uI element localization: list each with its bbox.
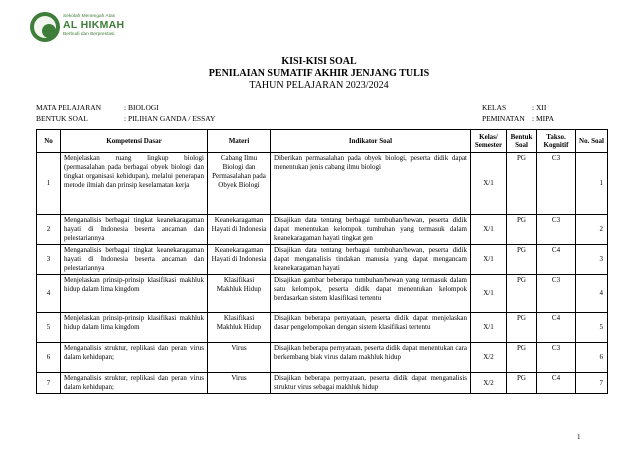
cell-materi: Virus — [208, 373, 271, 394]
cell-no: 4 — [37, 275, 61, 313]
cell-bentuk: PG — [507, 373, 537, 394]
cell-no-soal: 6 — [576, 343, 608, 373]
page-number: 1 — [577, 433, 581, 441]
kelas-value: : XII — [532, 103, 547, 112]
cell-no-soal: 2 — [576, 215, 608, 245]
cell-kelas: X/1 — [471, 215, 507, 245]
kelas-label: KELAS — [482, 103, 507, 112]
doc-year: TAHUN PELAJARAN 2023/2024 — [249, 80, 389, 91]
cell-kompetensi-dasar: Menganalisis struktur, replikasi dan peran virus dalam kehidupan; — [61, 373, 208, 394]
cell-bentuk: PG — [507, 343, 537, 373]
header-kompetensi-dasar: Kompetensi Dasar — [61, 130, 208, 153]
kisi-kisi-table — [36, 129, 608, 394]
cell-bentuk: PG — [507, 275, 537, 313]
cell-materi: Klasifikasi Makhluk Hidup — [208, 313, 271, 343]
cell-no: 5 — [37, 313, 61, 343]
cell-kelas: X/1 — [471, 313, 507, 343]
cell-takso: C4 — [537, 313, 576, 343]
cell-kelas: X/1 — [471, 245, 507, 275]
cell-no-soal: 5 — [576, 313, 608, 343]
cell-kompetensi-dasar: Menjelaskan prinsip-prinsip klasifikasi makhluk hidup dalam lima kingdom — [61, 313, 208, 343]
cell-no-soal: 7 — [576, 373, 608, 394]
table-row — [37, 313, 608, 343]
table-row — [37, 373, 608, 394]
cell-indikator: Disajikan beberapa pernyataan, peserta didik dapat menganalisis struktur virus sebagai makhluk hidup — [271, 373, 471, 394]
cell-materi: Virus — [208, 343, 271, 373]
cell-takso: C3 — [537, 275, 576, 313]
cell-materi: Keanekaragaman Hayati di Indonesia — [208, 245, 271, 275]
header-no-soal: No. Soal — [576, 130, 608, 153]
cell-kompetensi-dasar: Menganalisis berbagai tingkat keanekaragaman hayati di Indonesia beserta ancaman dan pelestariannya — [61, 245, 208, 275]
cell-indikator: Disajikan beberapa pernyataan, peserta didik dapat menentukan cara berkembang biak virus dalam makhluk hidup — [271, 343, 471, 373]
cell-bentuk: PG — [507, 313, 537, 343]
cell-bentuk: PG — [507, 245, 537, 275]
table-row — [37, 215, 608, 245]
peminatan-label: PEMINATAN — [482, 114, 525, 123]
cell-no: 1 — [37, 153, 61, 215]
table-row — [37, 153, 608, 215]
logo-tagline: Berbudi dan Berprestasi — [63, 32, 115, 37]
cell-no-soal: 4 — [576, 275, 608, 313]
table-row — [37, 343, 608, 373]
cell-kelas: X/2 — [471, 373, 507, 394]
cell-bentuk: PG — [507, 153, 537, 215]
cell-no: 3 — [37, 245, 61, 275]
cell-takso: C3 — [537, 153, 576, 215]
header-taksonomi-kognitif: Takso. Kognitif — [537, 130, 576, 153]
table-row — [37, 245, 608, 275]
cell-materi: Klasifikasi Makhluk Hidup — [208, 275, 271, 313]
cell-indikator: Disajikan beberapa pernyataan, peserta didik dapat menjelaskan dasar pengelompokan dengan sistem klasifikasi tertentu — [271, 313, 471, 343]
header-materi: Materi — [208, 130, 271, 153]
cell-kelas: X/1 — [471, 275, 507, 313]
cell-no: 2 — [37, 215, 61, 245]
cell-kompetensi-dasar: Menjelaskan prinsip-prinsip klasifikasi makhluk hidup dalam lima kingdom — [61, 275, 208, 313]
cell-indikator: Diberikan permasalahan pada obyek biologi, peserta didik dapat menentukan jenis cabang ilmu biologi — [271, 153, 471, 215]
bentuk-label: BENTUK SOAL — [36, 114, 88, 123]
mapel-value: : BIOLOGI — [124, 103, 159, 112]
cell-kelas: X/1 — [471, 153, 507, 215]
mapel-label: MATA PELAJARAN — [36, 103, 102, 112]
logo-name: AL HIKMAH — [63, 19, 125, 31]
peminatan-value: : MIPA — [532, 114, 555, 123]
cell-no-soal: 1 — [576, 153, 608, 215]
cell-takso: C3 — [537, 343, 576, 373]
school-logo — [30, 12, 160, 42]
cell-bentuk: PG — [507, 215, 537, 245]
header-no: No — [37, 130, 61, 153]
cell-no: 6 — [37, 343, 61, 373]
cell-indikator: Disajikan gambar beberapa tumbuhan/hewan yang termasuk dalam satu kelompok, peserta didik dapat menentukan kelompok berdasarkan sistem klasifikasi tertentu — [271, 275, 471, 313]
logo-emblem-icon — [30, 12, 60, 42]
table-row — [37, 275, 608, 313]
cell-kompetensi-dasar: Menganalisis berbagai tingkat keanekaragaman hayati di Indonesia beserta ancaman dan pelestariannya — [61, 215, 208, 245]
doc-title: KISI-KISI SOAL — [281, 56, 357, 67]
bentuk-value: : PILIHAN GANDA / ESSAY — [124, 114, 216, 123]
logo-subtitle: Sekolah Menengah Atas — [63, 14, 116, 19]
cell-no-soal: 3 — [576, 245, 608, 275]
cell-indikator: Disajikan data tentang berbagai tumbuhan/hewan, peserta didik dapat menentukan kelompok tumbuhan yang termasuk dalam keanekaragaman hayati tingkat gen — [271, 215, 471, 245]
cell-materi: Keanekaragaman Hayati di Indonesia — [208, 215, 271, 245]
cell-kelas: X/2 — [471, 343, 507, 373]
cell-takso: C4 — [537, 373, 576, 394]
header-bentuk-soal: Bentuk Soal — [507, 130, 537, 153]
cell-materi: Cabang Ilmu Biologi dan Permasalahan pada Obyek Biologi — [208, 153, 271, 215]
cell-no: 7 — [37, 373, 61, 394]
cell-takso: C4 — [537, 245, 576, 275]
table-header-row — [37, 130, 608, 153]
header-kelas-semester: Kelas/ Semester — [471, 130, 507, 153]
cell-kompetensi-dasar: Menganalisis struktur, replikasi dan peran virus dalam kehidupan; — [61, 343, 208, 373]
doc-subtitle: PENILAIAN SUMATIF AKHIR JENJANG TULIS — [208, 68, 430, 79]
cell-takso: C3 — [537, 215, 576, 245]
cell-kompetensi-dasar: Menjelaskan ruang lingkup biologi (permasalahan pada berbagai obyek biologi dan tingkat organisasi kehidupan), melalui penerapan metode ilmiah dan prinsip keselamatan kerja — [61, 153, 208, 215]
header-indikator-soal: Indikator Soal — [271, 130, 471, 153]
cell-indikator: Disajikan data tentang berbagai tumbuhan/hewan, peserta didik dapat menganalisis tindakan manusia yang dapat mengancam keanekaragaman hayati — [271, 245, 471, 275]
